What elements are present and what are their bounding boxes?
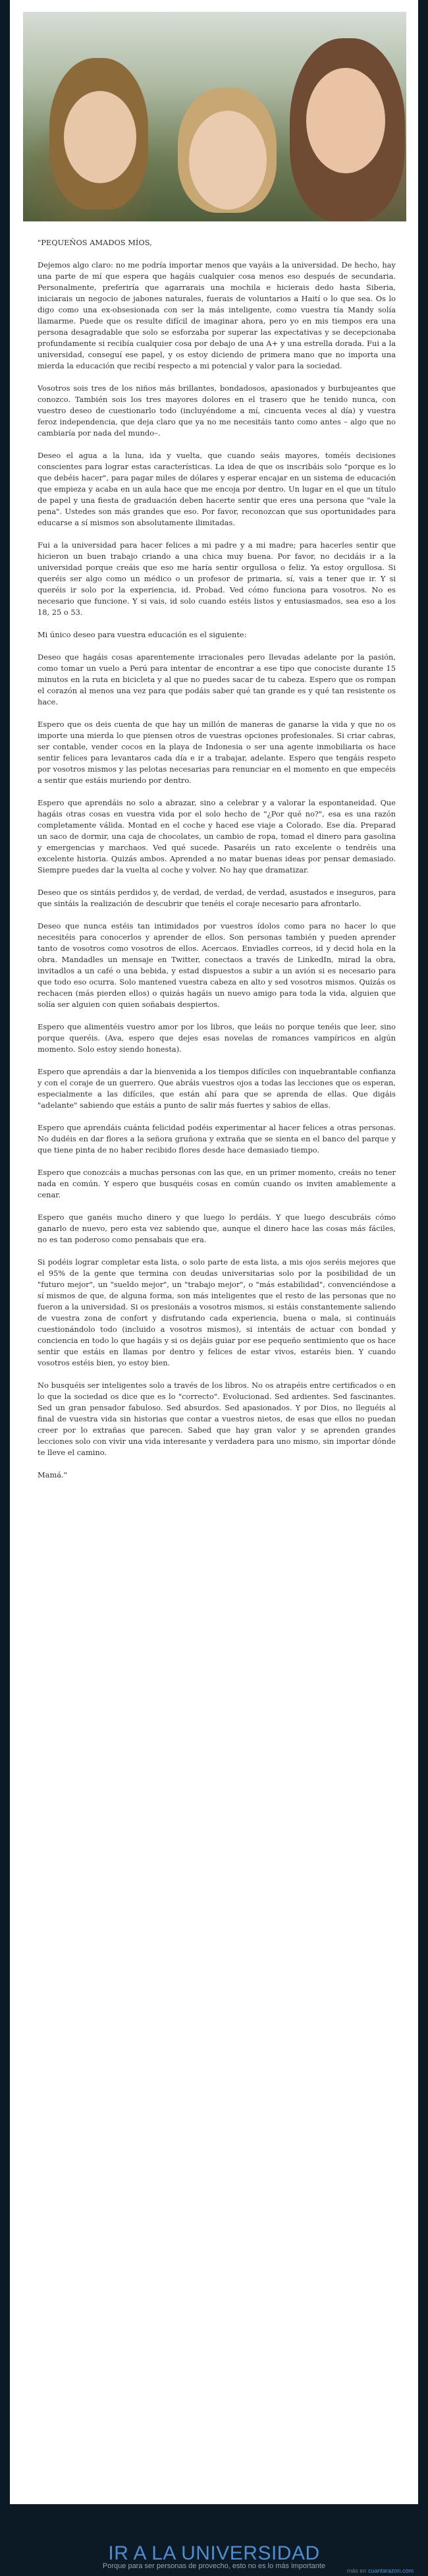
letter-greeting: "PEQUEÑOS AMADOS MÍOS, [38,238,152,247]
letter-paragraph: Deseo que hagáis cosas aparentemente irracionales pero llevadas adelante por la pasión, como tomar un vuelo a Perú para intentar de encontrar a ese tipo que conociste durante 15 minutos en la ruta en bicicleta y al que no puedes sacar de tu cabeza. Espero que os rompan el corazón al menos una vez para que podáis saber qué tan grande es y qué tan resistente os hace. [38,652,396,706]
letter-paragraph: No busquéis ser inteligentes solo a través de los libros. No os atrapéis entre certificados o en lo que la sociedad os dice que es lo "correcto". Evolucionad. Sed ardientes. Sed fascinantes. Sed un gran pensador fabuloso. Sed absurdos. Sed apasionados. Y por Dios, no lleguéis al final de vuestra vida sin historias que contar a vuestros nietos, de esas que ellos no puedan creer por lo extrañas que parecen. Sabed que hay gran valor y se aprenden grandes lecciones solo con vivir una vida interesante y verdadera para uno mismo, sin importar dónde te lleve el camino. [38,1381,396,1457]
letter-paragraph: Espero que conozcáis a muchas personas con las que, en un primer momento, creáis no tener nada en común. Y espero que busquéis cosas en común cuando os inviten amablemente a cenar. [38,1168,396,1199]
letter-paragraph: Espero que alimentéis vuestro amor por los libros, que leáis no porque tenéis que leer, sino porque queréis. (Ava, espero que dejes esas novelas de romances vampíricos en algún momento. Solo estoy siendo honesta). [38,1022,396,1054]
site-credit[interactable] [347,2567,414,2574]
letter-paragraph: Espero que aprendáis a dar la bienvenida a los tiempos difíciles con inquebrantable confianza y con el coraje de un guerrero. Que abráis vuestros ojos a todas las lecciones que os esperan, especialmente a las difíciles, que están ahí para que se aprenda de ellas. Que digáis "adelante" sabiendo que estáis a punto de salir más fuertes y sabios de ellas. [38,1067,396,1110]
post-subline: Porque para ser personas de provecho, esto no es lo más importante [102,2562,326,2570]
letter-paragraph: Fui a la universidad para hacer felices a mi padre y a mi madre; para hacerles sentir que hicieron un buen trabajo criando a una chica muy buena. Por favor, no decidáis ir a la universidad porque creáis que eso me haría sentir orgullosa o feliz. Ya estoy orgullosa. Si queréis ser algo como un médico o un profesor de primaria, sí, vais a tener que ir. Y si queréis ir solo por la experiencia, id. Probad. Ved cómo funciona para vosotros. No es necesario que funcione. Y si vais, id solo cuando estéis listos y entusiasmados, sea eso a los 18, 25 o 53. [38,540,396,617]
letter-paragraph: Espero que aprendáis no solo a abrazar, sino a celebrar y a valorar la espontaneidad. Que hagáis otras cosas en vuestra vida por el solo hecho de "¿Por qué no?", esa es una razón completamente válida. Montad en el coche y haced ese viaje a Colorado. Ese día. Preparad un saco de dormir, una caja de chocolates, un cambio de ropa, tomad el dinero para gasolina y emergencias y marchaos. Ved qué sucede. Pasaréis un rato excelente o tendréis una excelente historia. Quizás ambos. Aprended a no matar buenas ideas por pensar demasiado. Siempre puedes dar la vuelta al coche y volver. No hay que dramatizar. [38,798,396,874]
letter-paragraph: Vosotros sois tres de los niños más brillantes, bondadosos, apasionados y burbujeantes que conozco. También sois los tres mayores dolores en el trasero que he tenido nunca, con vuestro deseo de cuestionarlo todo (incluyéndome a mí, cincuenta veces al día) y vuestra feroz independencia, que deja claro que ya no me necesitáis tanto como antes – algo que no cambiaría por nada del mundo–. [38,384,396,438]
post-headline: IR A LA UNIVERSIDAD [108,2542,320,2564]
face-left [64,91,136,183]
family-selfie-photo [23,12,406,221]
letter-text [38,237,396,1492]
letter-paragraph: Espero que os deis cuenta de que hay un millón de maneras de ganarse la vida y que no os importe una mierda lo que piensen otros de vuestras opciones profesionales. Si criar cabras, ser contable, vender cocos en la playa de Indonesia o ser una agente inmobiliaria os hace sentir felices para levantaros cada día e ir a trabajar, adelante. Espero que tengáis respeto por vosotros mismos y las pelotas necesarias para renunciar en el momento en que empecéis a sentir que estáis muriendo por dentro. [38,720,396,785]
credit-prefix: más en [346,2567,367,2574]
letter-paragraph: Si podéis lograr completar esta lista, o solo parte de esta lista, a mis ojos seréis mejores que el 95% de la gente que termina con deudas universitarias solo por la posibilidad de un "futuro mejor", un "sueldo mejor", un "trabajo mejor", o "más estabilidad", convenciéndose a sí mismos de que, de alguna forma, son más inteligentes que el resto de las personas que no fueron a la universidad. Si os presionáis a vosotros mismos, si estáis constantemente saliendo de vuestra zona de confort y disfrutando cada experiencia, buena o mala, si continuáis cuestionándolo todo (incluido a vosotros mismos), si intentáis de actuar con bondad y conciencia en todo lo que hagáis y si os dejáis guiar por ese pequeño sentimiento que os hace sentir que estáis en llamas por dentro y felices de estar vivos, estaréis bien. Y cuando vosotros estéis bien, yo estoy bien. [38,1257,396,1367]
letter-paragraph: Deseo que nunca estéis tan intimidados por vuestros ídolos como para no hacer lo que necesitéis para conocerlos y aprender de ellos. Son personas también y pueden aprender tanto de vosotros como vosotros de ellos. Acercaos. Enviadles correos, id y decid hola en la obra. Mandadles un mensaje en Twitter, conectaos a través de LinkedIn, mirad la obra, invitadlos a un café o una bebida, y estad dispuestos a subir a un avión si es necesario para que todo eso ocurra. Solo mantened vuestra cabeza en alto y sed vosotros mismos. Quizás os rechacen (más pierden ellos) o quizás hagáis un nuevo amigo para toda la vida, alguien que solía ser alguien con quien soñabais despiertos. [38,921,396,1009]
letter-paragraph: Deseo que os sintáis perdidos y, de verdad, de verdad, de verdad, asustados e inseguros, para que sintáis la realización de descubrir que tenéis el coraje necesario para afrontarlo. [38,888,396,908]
letter-paragraph: Dejemos algo claro: no me podría importar menos que vayáis a la universidad. De hecho, hay una parte de mí que espera que hagáis cualquier cosa menos eso después de secundaria. Personalmente, preferiría que agarrarais una mochila e hicierais dedo hasta Siberia, iniciarais un negocio de jabones naturales, fuerais de voluntarios a Haití o lo que sea. Os lo digo como una ex-obsesionada con ser la más inteligente, como vuestra tía Mandy solía llamarme. Puede que os resulte difícil de imaginar ahora, pero yo en mis tiempos era una persona desagradable que solo se esforzaba por superar las expectativas y se decepcionaba profundamente si recibía cualquier cosa por debajo de una A+ y una estrella dorada. Fui a la universidad, conseguí ese papel, y os estoy diciendo de primera mano que no importa una mierda la educación que recibí respecto a mi potencial y valor para la sociedad. [38,260,396,370]
letter-paragraph: Espero que aprendáis cuánta felicidad podéis experimentar al hacer felices a otras personas. No dudéis en dar flores a la señora gruñona y extraña que se sienta en el banco del parque y que tiene pinta de no haber recibido flores desde hace demasiado tiempo. [38,1123,396,1155]
letter-paragraph: Espero que ganéis mucho dinero y que luego lo perdáis. Y que luego descubráis cómo ganarlo de nuevo, pero esta vez sabiendo que, aunque el dinero hace las cosas más fáciles, no es tan poderoso como pensabais que era. [38,1213,396,1244]
letter-paragraph: Deseo el agua a la luna, ida y vuelta, que cuando seáis mayores, toméis decisiones conscientes para lograr estas características. La idea de que os inscribáis solo "porque es lo que debéis hacer", para pagar miles de dólares y esperar encajar en un sistema de educación que empieza y acaba en un aula hace que me encoja por dentro. Un lugar en el que un título de papel y una fiesta de graduación deben hacerte sentir que eres una persona que "vale la pena". Ustedes son más grandes que eso. Por favor, reconozcan que sus oportunidades para educarse a sí mismos son absolutamente ilimitadas. [38,451,396,527]
letter-signoff: Mamá." [38,1470,67,1479]
face-middle [189,111,267,210]
letter-paragraph: Mi único deseo para vuestra educación es el siguiente: [38,630,247,639]
face-right [306,68,385,173]
credit-link[interactable]: cuantarazon.com [367,2567,414,2574]
post-card [10,0,418,2504]
